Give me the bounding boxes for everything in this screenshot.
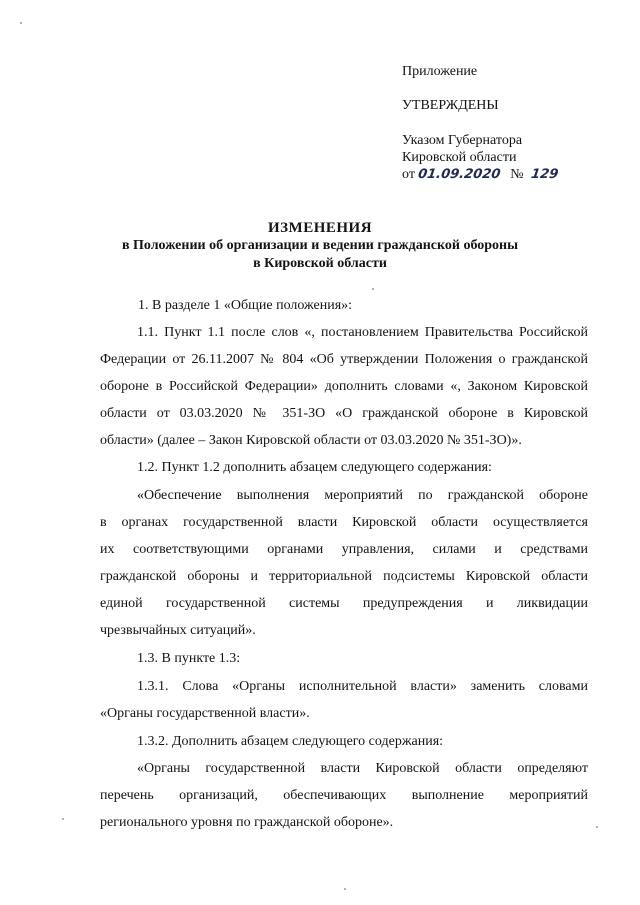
appendix-label: Приложение (402, 64, 478, 79)
quote-1-line: их соответствующими органами управления, силами и средствами (100, 542, 588, 557)
quote-1-line: в органах государственной власти Кировской области осуществляется (100, 515, 588, 530)
number-label: № (510, 167, 524, 182)
paragraph-1-3-1-line: «Органы государственной власти». (100, 706, 310, 721)
handwritten-number: 129 (530, 167, 560, 182)
document-title: ИЗМЕНЕНИЯ (267, 220, 373, 236)
document-subtitle-line-2: в Кировской области (253, 256, 387, 271)
quote-1-line: чрезвычайных ситуаций». (100, 623, 256, 638)
paragraph-1-1-line: обороне в Российской Федерации» дополнить словами «, Законом Кировской (100, 379, 588, 394)
paragraph-1-1-line: Федерации от 26.11.2007 № 804 «Об утверждении Положения о гражданской (100, 352, 588, 367)
paragraph-1-3-2: 1.3.2. Дополнить абзацем следующего содержания: (137, 734, 444, 749)
scan-speck (596, 826, 598, 828)
paragraph-1-3: 1.3. В пункте 1.3: (137, 651, 241, 666)
decree-line-2: Кировской области (402, 150, 517, 165)
document-subtitle-line-1: в Положении об организации и ведении гражданской обороны (121, 238, 519, 253)
paragraph-1-3-1-line: 1.3.1. Слова «Органы исполнительной власти» заменить словами (137, 679, 588, 694)
paragraph-1-1-line: 1.1. Пункт 1.1 после слов «, постановлением Правительства Российской (137, 325, 588, 340)
scan-speck (372, 288, 374, 290)
quote-2-line: «Органы государственной власти Кировской области определяют (137, 761, 588, 776)
quote-1-line: «Обеспечение выполнения мероприятий по гражданской обороне (137, 488, 588, 503)
quote-1-line: гражданской обороны и территориальной подсистемы Кировской области (100, 569, 588, 584)
paragraph-1-1-line: области от 03.03.2020 № 351-ЗО «О гражданской обороне в Кировской (100, 406, 588, 421)
scan-speck (344, 888, 346, 890)
quote-1-line: единой государственной системы предупреждения и ликвидации (100, 596, 588, 611)
section-1-heading: 1. В разделе 1 «Общие положения»: (138, 298, 353, 313)
from-label: от (402, 167, 415, 182)
paragraph-1-2: 1.2. Пункт 1.2 дополнить абзацем следующего содержания: (137, 460, 492, 475)
scan-speck (62, 818, 64, 820)
decree-line-1: Указом Губернатора (402, 133, 523, 148)
scan-speck (20, 22, 22, 24)
paragraph-1-1-line: области» (далее – Закон Кировской области от 03.03.2020 № 351-ЗО)». (100, 433, 522, 448)
approved-label: УТВЕРЖДЕНЫ (402, 98, 499, 113)
handwritten-date: 01.09.2020 (417, 167, 502, 182)
quote-2-line: перечень организаций, обеспечивающих выполнение мероприятий (100, 788, 588, 803)
quote-2-line: регионального уровня по гражданской обороне». (100, 815, 394, 830)
decree-date-number (402, 167, 558, 183)
